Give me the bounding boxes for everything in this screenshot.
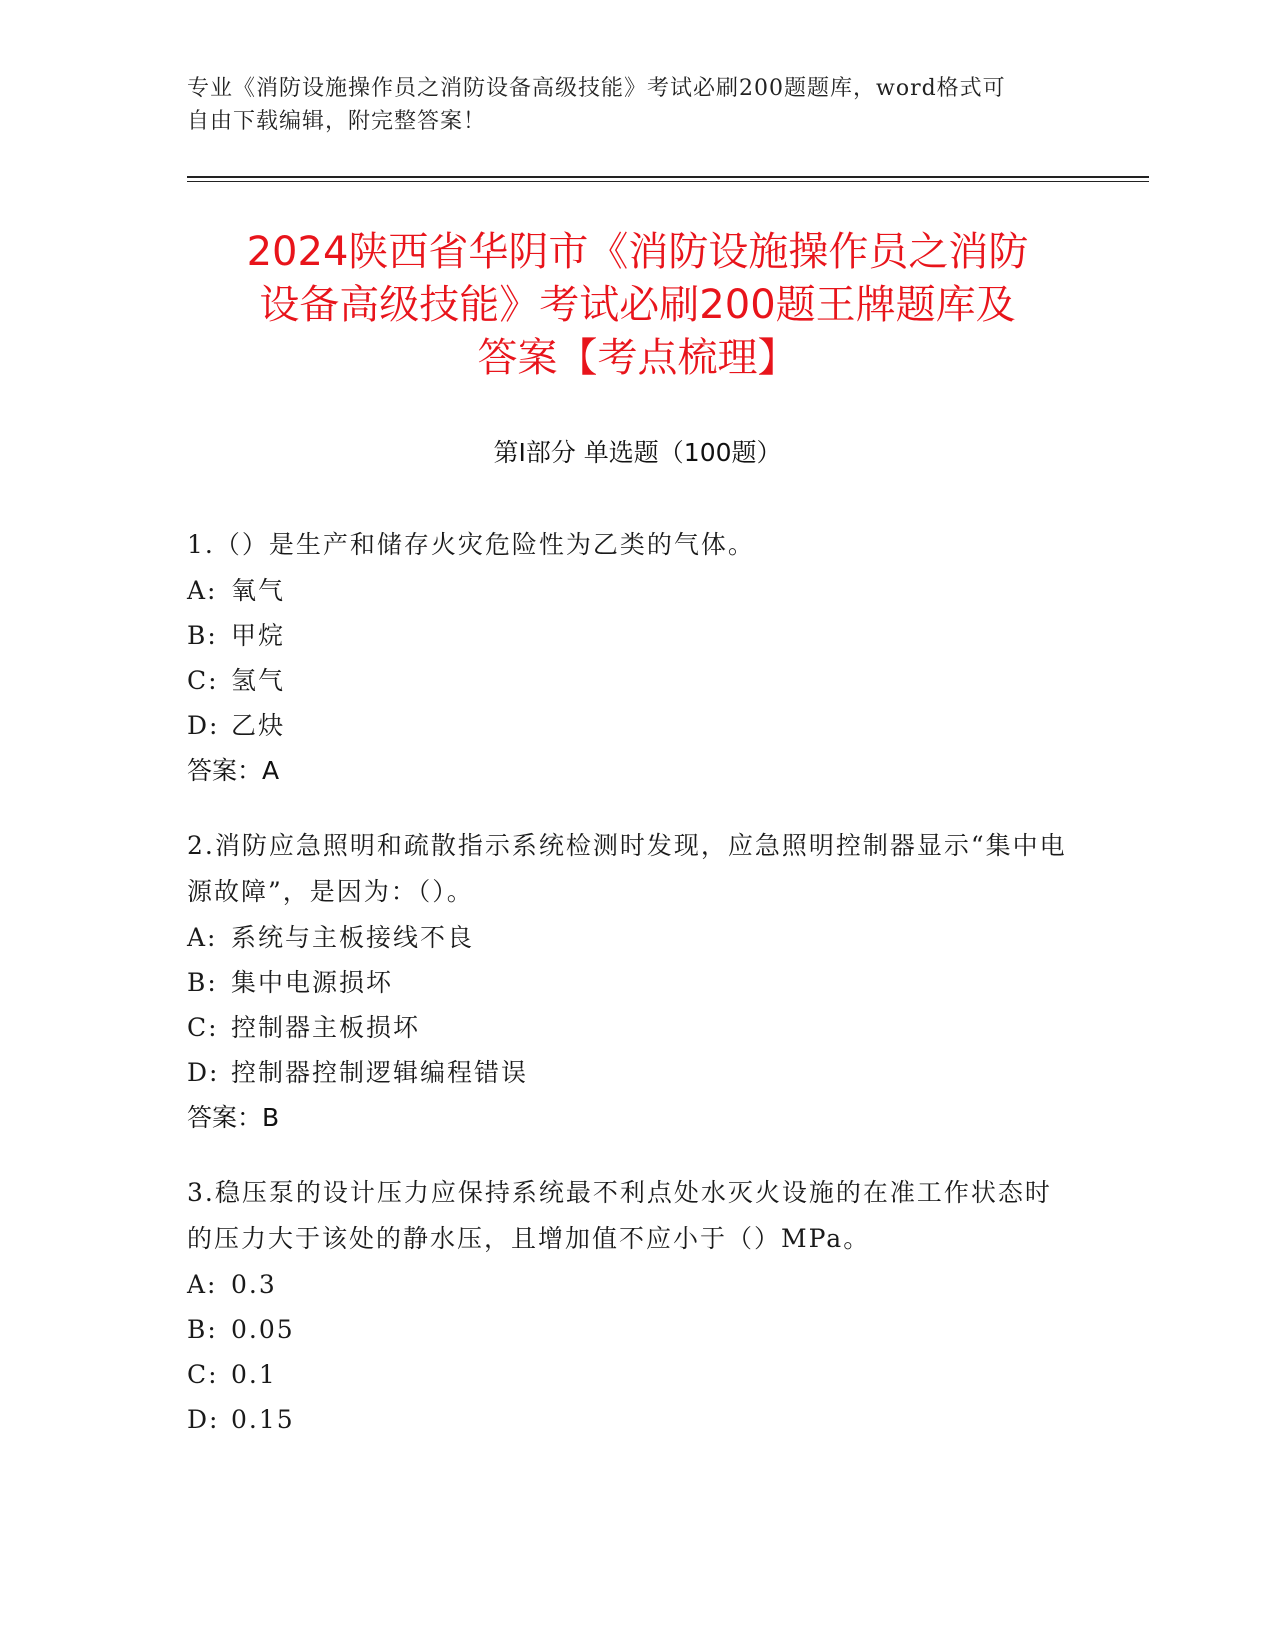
option-text: 控制器控制逻辑编程错误 xyxy=(231,1058,529,1087)
title-line-3: 答案【考点梳理】 xyxy=(477,335,798,381)
question-stem: 3.稳压泵的设计压力应保持系统最不利点处水灭火设施的在准工作状态时的压力大于该处的静水压，且增加值不应小于（）MPa。 xyxy=(187,1178,1052,1253)
option-text: 控制器主板损坏 xyxy=(231,1013,421,1042)
option-key: A: xyxy=(187,1270,218,1299)
option-d xyxy=(187,1397,1067,1442)
option-key: A: xyxy=(187,923,218,952)
header-divider-thin xyxy=(187,181,1149,182)
option-key: C: xyxy=(187,1013,219,1042)
option-text: 0.1 xyxy=(231,1360,277,1389)
header-note xyxy=(187,72,1067,138)
option-text: 系统与主板接线不良 xyxy=(231,923,475,952)
question-1 xyxy=(187,522,1067,793)
option-key: D: xyxy=(187,711,220,740)
option-key: D: xyxy=(187,1058,220,1087)
option-text: 氢气 xyxy=(231,666,286,695)
option-d xyxy=(187,1050,1067,1095)
question-stem: 2.消防应急照明和疏散指示系统检测时发现，应急照明控制器显示“集中电源故障”，是因为：（）。 xyxy=(187,831,1067,906)
header-note-line-1: 专业《消防设施操作员之消防设备高级技能》考试必刷200题题库，word格式可 xyxy=(187,76,1006,101)
option-b xyxy=(187,1307,1067,1352)
option-c xyxy=(187,658,1067,703)
answer-label: 答案：A xyxy=(187,756,280,785)
option-text: 乙炔 xyxy=(231,711,286,740)
option-text: 集中电源损坏 xyxy=(231,968,394,997)
document-title xyxy=(170,226,1105,385)
question-stem: 1.（）是生产和储存火灾危险性为乙类的气体。 xyxy=(187,530,755,559)
option-text: 0.05 xyxy=(231,1315,295,1344)
question-list xyxy=(187,522,1067,1472)
option-text: 氧气 xyxy=(231,576,286,605)
option-c xyxy=(187,1005,1067,1050)
title-line-1: 2024陕西省华阴市《消防设施操作员之消防 xyxy=(246,229,1029,275)
question-2 xyxy=(187,823,1067,1140)
option-a xyxy=(187,568,1067,613)
title-line-2: 设备高级技能》考试必刷200题王牌题库及 xyxy=(259,282,1016,328)
option-text: 0.15 xyxy=(231,1405,295,1434)
option-b xyxy=(187,960,1067,1005)
option-a xyxy=(187,1262,1067,1307)
option-key: D: xyxy=(187,1405,220,1434)
option-key: A: xyxy=(187,576,218,605)
option-key: B: xyxy=(187,1315,218,1344)
header-divider-thick xyxy=(187,176,1149,178)
answer-label: 答案：B xyxy=(187,1103,280,1132)
section-heading: 第Ⅰ部分 单选题（100题） xyxy=(493,438,782,467)
header-note-line-2: 自由下载编辑，附完整答案！ xyxy=(187,109,487,134)
option-a xyxy=(187,915,1067,960)
option-text: 0.3 xyxy=(231,1270,277,1299)
option-key: B: xyxy=(187,968,218,997)
option-c xyxy=(187,1352,1067,1397)
option-key: B: xyxy=(187,621,218,650)
option-text: 甲烷 xyxy=(231,621,286,650)
option-key: C: xyxy=(187,1360,219,1389)
question-3 xyxy=(187,1170,1067,1442)
option-b xyxy=(187,613,1067,658)
option-d xyxy=(187,703,1067,748)
option-key: C: xyxy=(187,666,219,695)
